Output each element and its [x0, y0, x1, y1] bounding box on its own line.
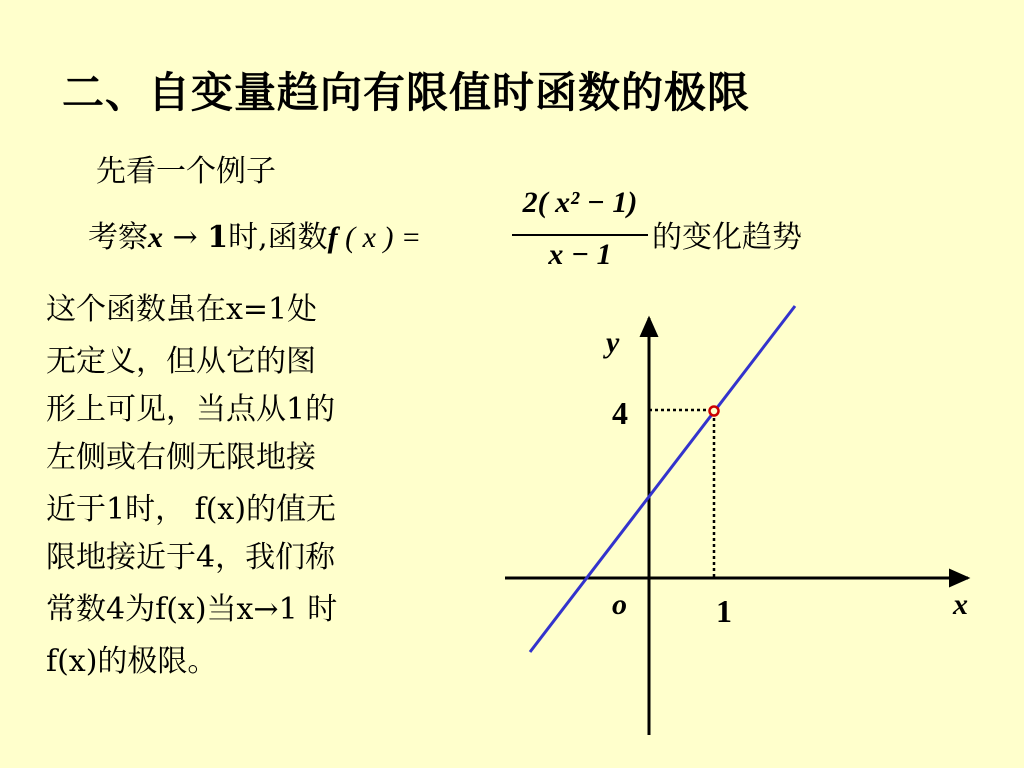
- axis-x-label: x: [953, 588, 968, 621]
- origin-label: o: [612, 588, 627, 621]
- function-args: ( x ) =: [337, 221, 422, 254]
- paragraph-line: 形上可见，当点从1的: [46, 392, 336, 427]
- tick-x-label: 1: [716, 593, 732, 629]
- function-name: f: [327, 221, 338, 254]
- function-line: [530, 306, 795, 652]
- hole-point: [710, 407, 719, 416]
- paragraph-line: 近于1时， f(x)的值无: [46, 492, 337, 527]
- fraction-numerator: 2( x² − 1): [522, 186, 638, 219]
- consider-arrow: →: [163, 220, 208, 255]
- paragraph-line: 无定义，但从它的图: [46, 344, 316, 379]
- paragraph-line: 限地接近于4，我们称: [46, 540, 336, 575]
- consider-mid: 时,函数: [228, 220, 328, 255]
- consider-prefix: 考察: [88, 220, 148, 255]
- paragraph-line: 这个函数虽在x=1处: [46, 292, 318, 327]
- fraction-denominator: x − 1: [548, 238, 612, 271]
- paragraph-line: 左侧或右侧无限地接: [46, 440, 316, 475]
- paragraph-line: f(x)的极限。: [46, 644, 218, 679]
- consider-one: 1: [207, 220, 229, 255]
- tick-y-label: 4: [612, 395, 628, 431]
- slide-title: 二、自变量趋向有限值时函数的极限: [62, 68, 751, 117]
- trend-suffix: 的变化趋势: [652, 220, 802, 255]
- consider-var: x: [148, 221, 163, 254]
- intro-text: 先看一个例子: [96, 154, 276, 189]
- paragraph-line: 常数4为f(x)当x→1 时: [46, 592, 338, 627]
- axis-y-label: y: [606, 326, 620, 359]
